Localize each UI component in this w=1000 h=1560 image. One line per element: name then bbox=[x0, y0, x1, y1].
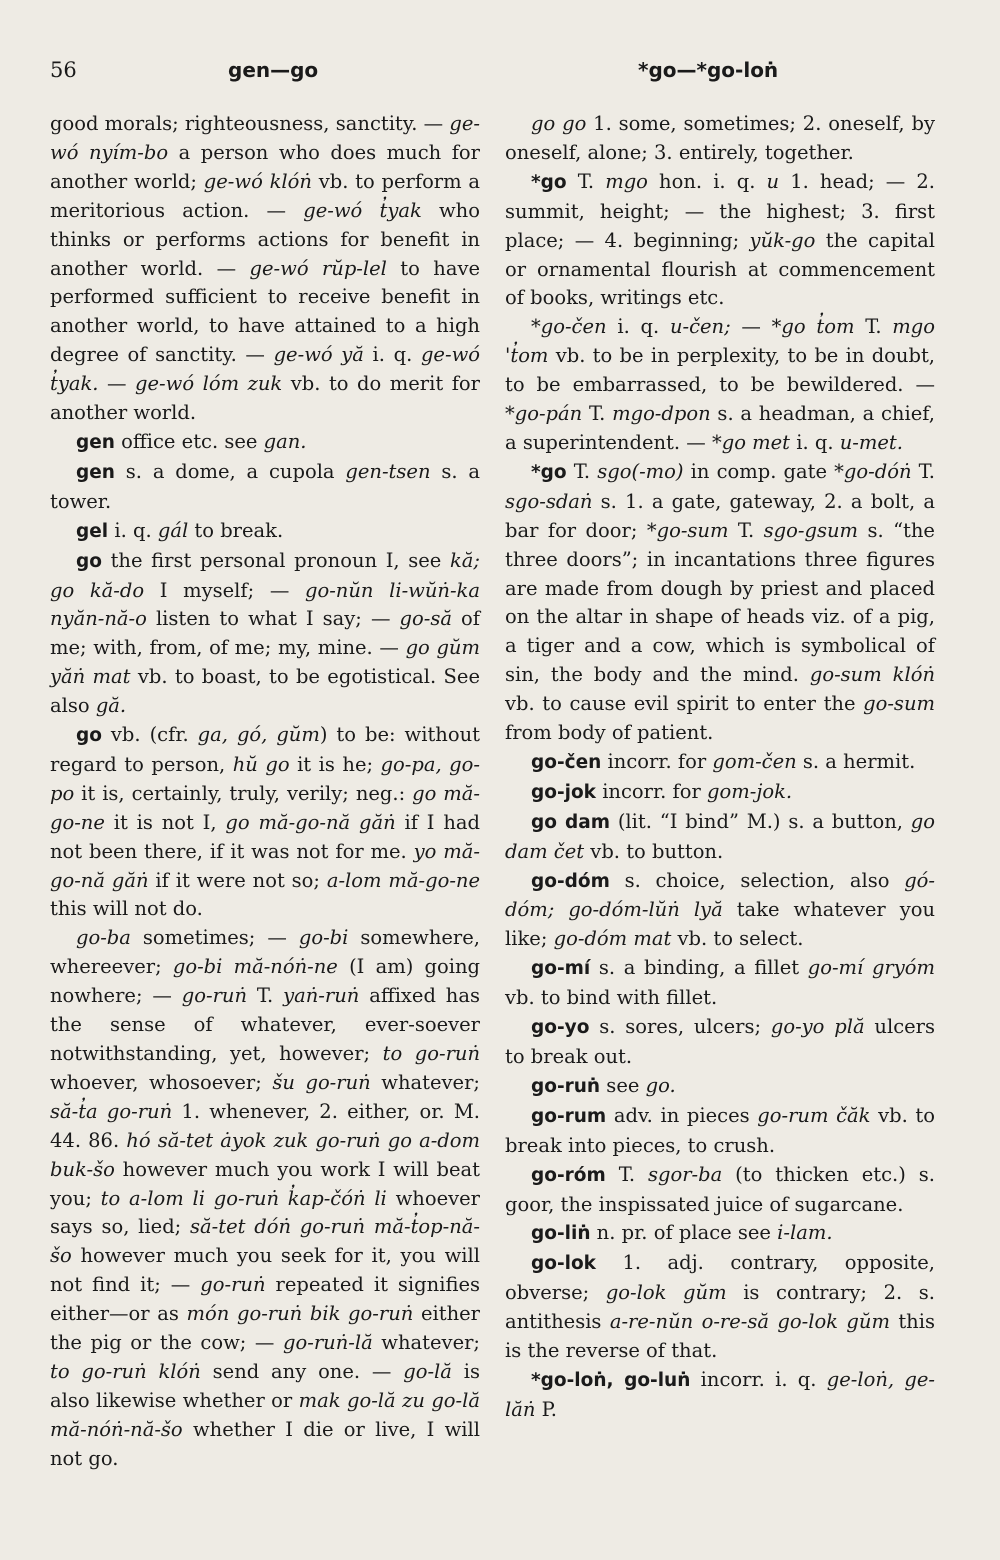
dictionary-entry bbox=[505, 1102, 935, 1161]
entry-text: (I am) going nowhere; — bbox=[50, 955, 481, 1008]
dictionary-entry bbox=[505, 778, 935, 808]
entry-text: good morals; righteousness, sanctity. — bbox=[50, 112, 450, 135]
example-term: ga, gó, gŭm bbox=[197, 723, 320, 747]
example-term: go-ba bbox=[76, 926, 131, 950]
guide-words-left: gen—go bbox=[228, 58, 319, 82]
example-term: go-rum čăk bbox=[757, 1103, 871, 1127]
example-term: gă. bbox=[95, 694, 127, 718]
entry-text: office etc. see bbox=[114, 429, 264, 453]
entry-text: sometimes; — bbox=[130, 926, 299, 950]
entry-text: — bbox=[730, 315, 772, 339]
dictionary-entry bbox=[505, 1219, 935, 1249]
example-term: ge-wó t̓yak bbox=[303, 198, 422, 222]
entry-text: vb. to break into pieces, to crush. bbox=[505, 1103, 936, 1157]
entry-text: i. q. bbox=[606, 315, 670, 339]
entry-text: hon. i. q. bbox=[647, 169, 767, 193]
entry-text: vb. (cfr. bbox=[101, 723, 198, 747]
entry-text: if I had not been there, if it was not for me. bbox=[50, 810, 480, 863]
entry-text: from body of patient. bbox=[505, 721, 714, 745]
example-term: ge-loṅ, ge-lăṅ bbox=[505, 1367, 935, 1421]
example-term: gan. bbox=[263, 429, 307, 453]
entry-text: it is, certainly, truly, verily; neg.: bbox=[74, 781, 413, 805]
example-term: go-pa, go-po bbox=[50, 752, 480, 805]
example-term: u-met. bbox=[839, 430, 903, 454]
example-term: *go met bbox=[711, 430, 791, 454]
example-term: a-lom mă-go-ne bbox=[326, 868, 481, 892]
example-term: go gŭm yăṅ mat bbox=[50, 636, 480, 689]
example-term: go kă-do bbox=[50, 578, 145, 602]
dictionary-entry bbox=[505, 1161, 935, 1220]
entry-text: s. a headman, a chief, a superintendent. — bbox=[505, 402, 935, 454]
example-term: go mă-go-nă găṅ bbox=[225, 810, 396, 834]
entry-text: vb. to do merit for another world. bbox=[50, 372, 480, 425]
example-term: gen-tsen bbox=[345, 459, 431, 483]
example-term: to go-ruṅ klóṅ bbox=[50, 1359, 201, 1383]
dictionary-entry bbox=[505, 110, 935, 168]
entry-text: however much you work I will beat you; bbox=[50, 1157, 480, 1210]
example-term: gom-čen bbox=[712, 749, 797, 773]
entry-text: incorr. for bbox=[601, 749, 713, 773]
example-term: hó să-tet ȧyok zuk go-ruṅ go a-dom buk-šo bbox=[50, 1128, 480, 1181]
entry-text: in comp. gate bbox=[683, 459, 835, 483]
example-term: go-lok gŭm bbox=[605, 1281, 727, 1305]
headword: go-róm bbox=[531, 1164, 606, 1186]
example-term: u bbox=[766, 169, 780, 193]
entry-text: T. bbox=[566, 169, 606, 193]
headword: *go bbox=[531, 171, 567, 193]
entry-text: whatever; bbox=[370, 1070, 480, 1094]
entry-text: T. bbox=[247, 984, 284, 1008]
example-term: go-bi bbox=[298, 926, 349, 950]
example-term: *go-sum bbox=[646, 518, 729, 542]
dictionary-entry bbox=[505, 1249, 935, 1366]
entry-text: this is the reverse of that. bbox=[505, 1310, 935, 1363]
headword: go bbox=[76, 725, 102, 747]
entry-text: i. q. bbox=[790, 430, 840, 454]
example-term: go-nŭn li-wŭṅ-ka nyăn-nă-o bbox=[50, 578, 480, 631]
entry-text: i. q. bbox=[363, 343, 421, 367]
example-term: go-sum bbox=[863, 692, 935, 716]
example-term: go-ruṅ bbox=[181, 984, 248, 1008]
entry-text: T. bbox=[605, 1162, 648, 1186]
entry-text: (to thicken etc.) s. goor, the inspissated juice of sugarcane. bbox=[505, 1162, 935, 1216]
entry-text: the first personal pronoun I, see bbox=[101, 548, 450, 572]
headword: go-rum bbox=[531, 1105, 607, 1127]
headword: go-ruṅ bbox=[531, 1075, 601, 1097]
example-term: să-tet dóṅ go-ruṅ mă-t̓op-nă-šo bbox=[50, 1215, 480, 1268]
example-term: ge-wó klóṅ bbox=[203, 169, 312, 193]
entry-text: ulcers to break out. bbox=[505, 1015, 935, 1068]
entry-text: send any one. — bbox=[200, 1359, 404, 1383]
entry-text: whoever says so, lied; bbox=[50, 1186, 480, 1239]
left-column bbox=[50, 110, 480, 1474]
example-term: go-dóm mat bbox=[553, 927, 672, 951]
example-term: sgor-ba bbox=[647, 1162, 723, 1186]
example-term: go-să bbox=[399, 607, 452, 631]
example-term: go-mí gryóm bbox=[807, 956, 935, 980]
example-term: go-sum klóṅ bbox=[809, 663, 935, 687]
example-term: să-t̓a go-ruṅ bbox=[50, 1099, 173, 1123]
headword: go-mí bbox=[531, 958, 591, 980]
headword: go-liṅ bbox=[531, 1223, 591, 1245]
entry-text: vb. to bind with fillet. bbox=[505, 986, 718, 1010]
entry-text: somewhere, whereever; bbox=[50, 926, 480, 979]
example-term: mgo-dpon bbox=[612, 402, 711, 426]
entry-text: is also likewise whether or bbox=[50, 1359, 480, 1412]
entry-text: s. sores, ulcers; bbox=[589, 1015, 771, 1039]
entry-text: s. a dome, a cupola bbox=[114, 459, 346, 483]
entry-text: who thinks or performs actions for benefit in another world. — bbox=[50, 198, 480, 280]
example-term: ge-wó nyím-bo bbox=[50, 112, 480, 164]
dictionary-entry bbox=[505, 867, 935, 955]
dictionary-entry bbox=[50, 458, 480, 517]
dictionary-entry bbox=[505, 954, 935, 1013]
entry-text: of me; with, from, of me; my, mine. — bbox=[50, 607, 480, 660]
entry-text: vb. to button. bbox=[584, 839, 724, 863]
entry-text: 1. whenever, 2. either, or. M. 44. 86. bbox=[50, 1099, 480, 1152]
entry-text: it is he; bbox=[289, 752, 381, 776]
example-term: šu go-ruṅ bbox=[272, 1070, 371, 1094]
entry-text: incorr. i. q. bbox=[690, 1367, 827, 1391]
entry-text: whoever, whosoever; bbox=[50, 1070, 273, 1094]
right-column bbox=[505, 110, 935, 1425]
headword: gen bbox=[76, 461, 115, 483]
entry-text: if it were not so; bbox=[148, 868, 327, 892]
example-term: sgo-sdaṅ bbox=[505, 489, 593, 513]
example-term: sgo-gsum bbox=[763, 518, 859, 542]
example-term: i-lam. bbox=[777, 1221, 833, 1245]
dictionary-entry bbox=[505, 1013, 935, 1072]
entry-text: P. bbox=[535, 1397, 557, 1421]
example-term: *go t̓om bbox=[771, 315, 855, 339]
headword: gen bbox=[76, 431, 115, 453]
example-term: go-ruṅ bbox=[200, 1273, 266, 1297]
entry-text: s. a tower. bbox=[50, 459, 480, 513]
entry-text: T. bbox=[854, 315, 893, 339]
entry-text bbox=[554, 898, 568, 921]
headword: go-čen bbox=[531, 751, 602, 773]
example-term: a-re-nŭn o-re-să go-lok gŭm bbox=[609, 1310, 890, 1334]
example-term: ge-wó yă bbox=[273, 343, 364, 367]
entry-text: 1. adj. contrary, opposite, obverse; bbox=[505, 1251, 935, 1305]
entry-text: see bbox=[600, 1073, 646, 1097]
example-term: gál bbox=[157, 518, 189, 542]
entry-text: is contrary; 2. s. antithesis bbox=[505, 1281, 935, 1334]
headword: go-dóm bbox=[531, 870, 610, 892]
entry-text: listen to what I say; — bbox=[146, 607, 400, 631]
page-number: 56 bbox=[50, 58, 77, 82]
entry-text: vb. to boast, to be egotistical. See also bbox=[50, 665, 480, 718]
guide-words-right: *go—*go-loṅ bbox=[638, 58, 779, 82]
example-term: món go-ruṅ bik go-ruṅ bbox=[186, 1302, 414, 1326]
example-term: go dam čet bbox=[505, 809, 936, 863]
example-term: go-ruṅ-lă bbox=[283, 1331, 373, 1355]
example-term: mak go-lă zu go-lă mă-nóṅ-nă-šo bbox=[50, 1388, 480, 1441]
example-term: hŭ go bbox=[232, 752, 290, 776]
example-term: yaṅ-ruṅ bbox=[283, 984, 360, 1008]
dictionary-entry bbox=[50, 547, 480, 721]
headword: go-jok bbox=[531, 781, 596, 803]
headword: go dam bbox=[531, 811, 611, 833]
entry-text: T. bbox=[728, 518, 764, 542]
dictionary-entry bbox=[505, 458, 935, 748]
example-term: to a-lom li go-ruṅ k̓ap-čóṅ li bbox=[100, 1186, 387, 1210]
entry-text: to break. bbox=[188, 518, 284, 542]
entry-text: (lit. “I bind” M.) s. a button, bbox=[610, 809, 911, 833]
entry-text: i. q. bbox=[108, 518, 158, 542]
entry-text: this will not do. bbox=[50, 897, 203, 921]
dictionary-entry bbox=[505, 1072, 935, 1102]
entry-text: I myself; — bbox=[144, 578, 305, 602]
dictionary-entry bbox=[505, 1366, 935, 1425]
entry-text: T. bbox=[582, 402, 613, 426]
example-term: go go bbox=[531, 112, 587, 135]
example-term: ge-wó t̓yak. bbox=[50, 343, 480, 396]
example-term: gom-jok. bbox=[707, 779, 793, 803]
example-term: yŭk-go bbox=[749, 228, 816, 252]
example-term: mgo 't̓om bbox=[505, 315, 935, 368]
example-term: sgo(-mo) bbox=[597, 459, 684, 483]
example-term: ge-wó rŭp-lel bbox=[249, 256, 387, 280]
dictionary-entry bbox=[505, 748, 935, 778]
example-term: kă; bbox=[449, 548, 480, 572]
entry-text: s. a binding, a fillet bbox=[590, 956, 808, 980]
dictionary-entry bbox=[505, 313, 935, 458]
example-term: go-dóm-lŭṅ lyă bbox=[568, 898, 723, 922]
entry-text: s. a hermit. bbox=[796, 749, 916, 773]
entry-text: take whatever you like; bbox=[505, 898, 936, 951]
entry-text: affixed has the sense of whatever, ever-soever notwithstanding, yet, however; bbox=[50, 984, 481, 1065]
entry-text: adv. in pieces bbox=[606, 1103, 758, 1127]
headword: *go bbox=[531, 461, 567, 483]
example-term: *go-pán bbox=[505, 402, 583, 426]
headword: gel bbox=[76, 520, 109, 542]
example-term: *go-dóṅ bbox=[834, 459, 912, 483]
entry-text: whatever; bbox=[372, 1331, 480, 1355]
entry-text: — bbox=[98, 372, 136, 396]
entry-text: it is not I, bbox=[104, 810, 226, 834]
entry-text: s. 1. a gate, gateway, 2. a bolt, a bar for door; bbox=[505, 489, 935, 542]
headword: go-yo bbox=[531, 1017, 590, 1039]
entry-text: the capital or ornamental flourish at commencement of books, writings etc. bbox=[505, 228, 935, 310]
entry-text: incorr. for bbox=[596, 779, 708, 803]
entry-text: s. choice, selection, also bbox=[609, 868, 905, 892]
entry-text: n. pr. of place see bbox=[590, 1221, 778, 1245]
entry-text: repeated it signifies either—or as bbox=[50, 1273, 480, 1326]
dictionary-entry bbox=[505, 808, 935, 867]
dictionary-entry bbox=[50, 924, 480, 1473]
headword: go bbox=[76, 550, 102, 572]
example-term: mgo bbox=[605, 169, 648, 193]
example-term: to go-ruṅ bbox=[382, 1042, 481, 1065]
entry-text: vb. to select. bbox=[671, 927, 804, 951]
entry-text: vb. to perform a meritorious action. — bbox=[50, 169, 481, 222]
example-term: go mă-go-ne bbox=[50, 781, 480, 834]
entry-text: s. “the three doors”; in incantations three figures are made from dough by priest and placed on the altar in shape of heads viz. of a pig, a tiger and a cow, which is symbolical of sin, the body and the mind. bbox=[505, 518, 935, 687]
dictionary-entry bbox=[50, 517, 480, 547]
entry-text: 1. some, sometimes; 2. oneself, by oneself, alone; 3. entirely, together. bbox=[505, 112, 935, 164]
example-term: u-čen; bbox=[669, 315, 731, 339]
example-term: go-lă bbox=[403, 1359, 452, 1383]
example-term: go-bi mă-nóṅ-ne bbox=[172, 955, 338, 979]
entry-text: T. bbox=[911, 459, 935, 483]
entry-text: T. bbox=[566, 459, 598, 483]
entry-text: vb. to cause evil spirit to enter the bbox=[505, 692, 864, 716]
entry-text: 1. head; — 2. summit, height; — the highest; 3. first place; — 4. beginning; bbox=[505, 169, 936, 252]
entry-text: whether I die or live, I will not go. bbox=[50, 1417, 480, 1470]
example-term: ge-wó lóm zuk bbox=[135, 372, 283, 396]
entry-text: either the pig or the cow; — bbox=[50, 1302, 480, 1355]
example-term: gó-dóm; bbox=[505, 868, 935, 922]
example-term: go-yo plă bbox=[770, 1015, 865, 1039]
entry-text: however much you seek for it, you will not find it; — bbox=[50, 1244, 480, 1297]
dictionary-entry bbox=[50, 721, 480, 924]
example-term: *go-čen bbox=[531, 315, 607, 339]
dictionary-entry bbox=[505, 168, 935, 314]
entry-text: to have performed sufficient to receive benefit in another world, to have attained to a high degree of sanctity. — bbox=[50, 256, 481, 367]
entry-text: ) to be: without regard to person, bbox=[50, 723, 480, 776]
headword: go-lok bbox=[531, 1253, 596, 1275]
example-term: yo mă-go-nă găṅ bbox=[50, 839, 480, 892]
headword: *go-loṅ, go-luṅ bbox=[531, 1369, 691, 1391]
dictionary-entry bbox=[50, 110, 480, 428]
dictionary-entry bbox=[50, 428, 480, 458]
example-term: go. bbox=[645, 1073, 676, 1097]
entry-text: a person who does much for another world; bbox=[50, 140, 480, 193]
entry-text: vb. to be in perplexity, to be in doubt, to be embarrassed, to be bewildered. — bbox=[505, 344, 935, 397]
